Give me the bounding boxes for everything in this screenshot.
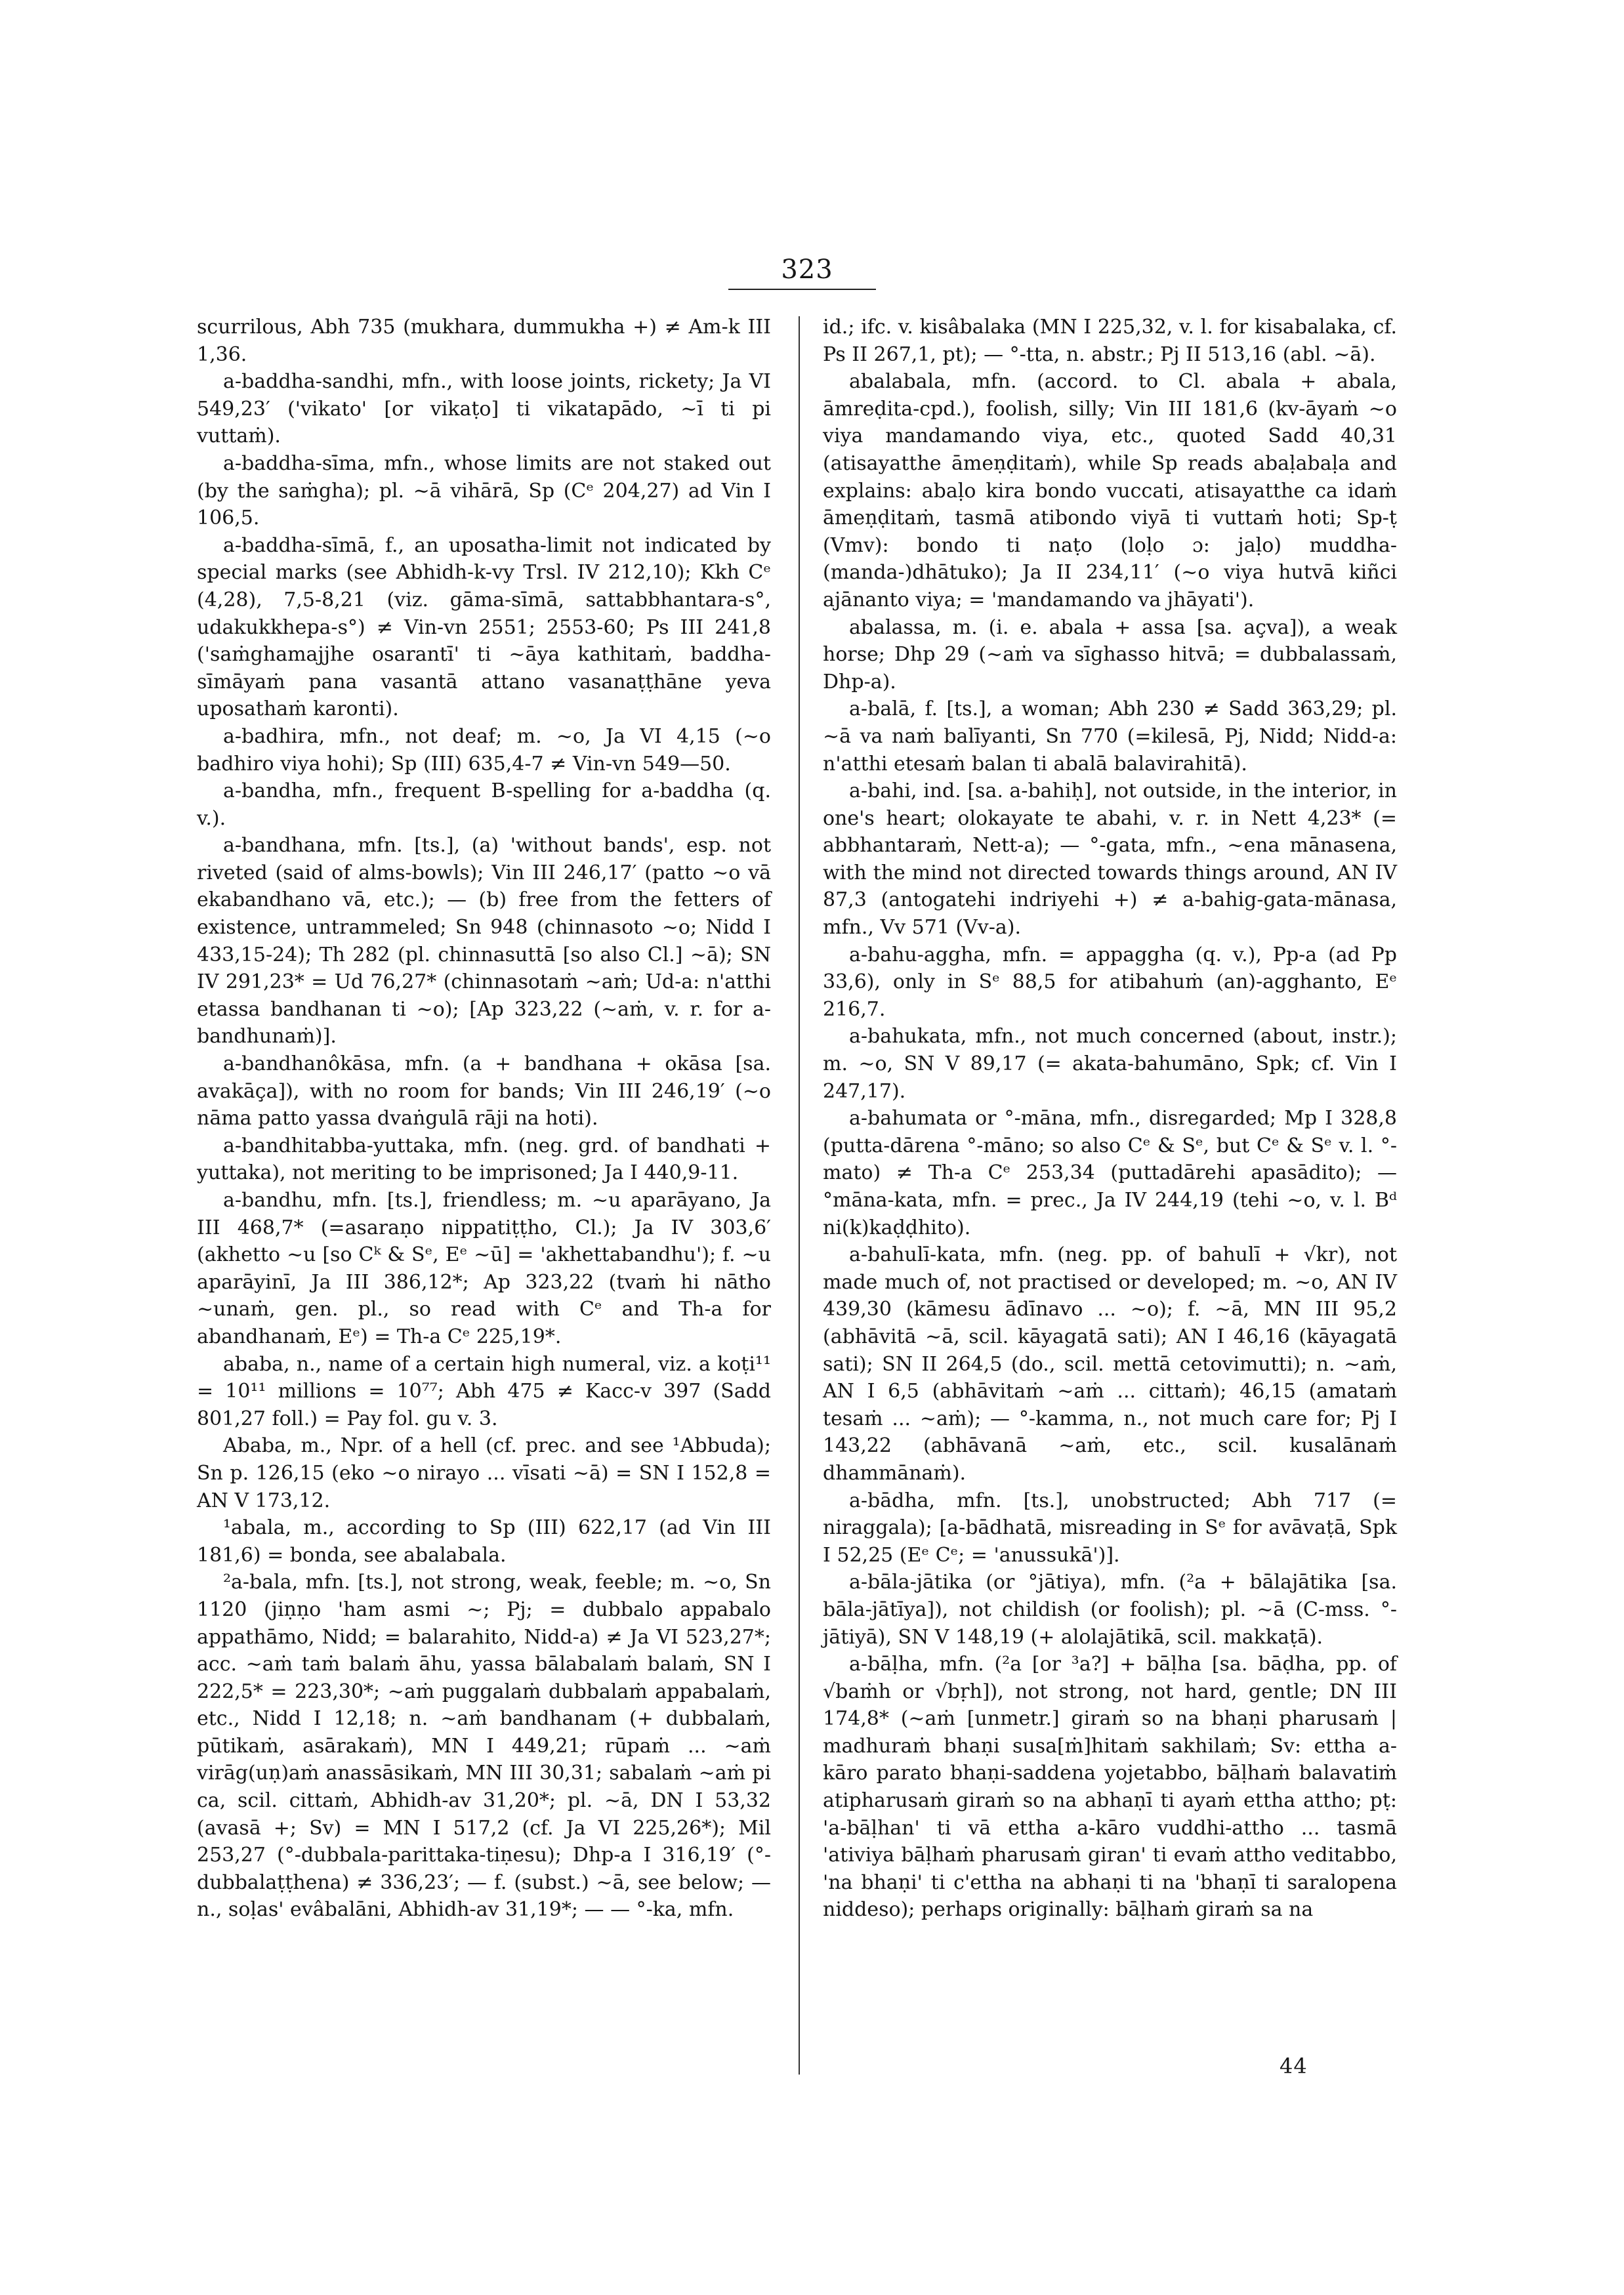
dictionary-entry: abalassa, m. (i. e. abala + assa [sa. açva]), a weak horse; Dhp 29 (~aṁ va sīghasso hitvā; = dubbalassaṁ, Dhp-a).: [823, 615, 1397, 693]
dictionary-entry: a-bahulī-kata, mfn. (neg. pp. of bahulī + √kr), not made much of, not practised or developed; m. ~o, AN IV 439,30 (kāmesu ādīnavo ... ~o); f. ~ā, MN III 95,2 (abhāvitā ~ā, scil. kāyagatā sati); AN I 46,16 (kāyagatā sati); SN II 264,5 (do., scil. mettā cetovimutti); n. ~aṁ, AN I 6,5 (abhāvitaṁ ~aṁ ... cittaṁ); 46,15 (amataṁ tesaṁ ... ~aṁ); — °-kamma, n., not much care for; Pj I 143,22 (abhāvanā ~aṁ, etc., scil. kusalānaṁ dhammānaṁ).: [823, 1243, 1397, 1485]
dictionary-entry: a-bandhana, mfn. [ts.], (a) 'without bands', esp. not riveted (said of alms-bowls); Vin III 246,17′ (patto ~o vā ekabandhano vā, etc.); — (b) free from the fetters of existence, untrammeled; Sn 948 (chinnasoto ~o; Nidd I 433,15-24); Th 282 (pl. chinnasuttā [so also Cl.] ~ā); SN IV 291,23* = Ud 76,27* (chinnasotaṁ ~aṁ; Ud-a: n'atthi etassa bandhanan ti ~o); [Ap 323,22 (~aṁ, v. r. for a-bandhunaṁ)].: [197, 834, 771, 1048]
dictionary-entry: a-baddha-sīmā, f., an uposatha-limit not indicated by special marks (see Abhidh-k-vy Trsl. IV 212,10); Kkh Cᵉ (4,28), 7,5-8,21 (viz. gāma-sīmā, sattabbhantara-s°, udakukkhepa-s°) ≠ Vin-vn 2551; 2553-60; Ps III 241,8 ('saṁghamajjhe osarantī' ti ~āya kathitaṁ, baddha-sīmāyaṁ pana vasantā attano vasanaṭṭhāne yeva uposathaṁ karonti).: [197, 533, 771, 721]
entry-continuation: scurrilous, Abh 735 (mukhara, dummukha +) ≠ Am-k III 1,36.: [197, 316, 771, 366]
page-number-rule: [728, 289, 876, 290]
dictionary-entry: a-badhira, mfn., not deaf; m. ~o, Ja VI 4,15 (~o badhiro viya hohi); Sp (III) 635,4-7 ≠ Vin-vn 549—50.: [197, 724, 771, 775]
dictionary-entry: a-bahukata, mfn., not much concerned (about, instr.); m. ~o, SN V 89,17 (= akata-bahumāno, Spk; cf. Vin I 247,17).: [823, 1025, 1397, 1103]
dictionary-entry: a-balā, f. [ts.], a woman; Abh 230 ≠ Sadd 363,29; pl. ~ā va naṁ balīyanti, Sn 770 (=kilesā, Pj, Nidd; Nidd-a: n'atthi etesaṁ balan ti abalā balavirahitā).: [823, 697, 1397, 775]
signature-mark: 44: [1280, 2054, 1308, 2078]
dictionary-entry: a-bandha, mfn., frequent B-spelling for a-baddha (q. v.).: [197, 779, 771, 830]
page-number: 323: [781, 255, 833, 285]
dictionary-entry: a-bāḷha, mfn. (²a [or ³a?] + bāḷha [sa. bāḍha, pp. of √baṁh or √bṛh]), not strong, not hard, gentle; DN III 174,8* (~aṁ [unmetr.] giraṁ so na bhaṇi pharusaṁ | madhuraṁ bhaṇi susa[ṁ]hitaṁ sakhilaṁ; Sv: ettha a-kāro parato bhaṇi-saddena yojetabbo, bāḷhaṁ balavatiṁ atipharusaṁ giraṁ so na abhaṇī ti ayaṁ ettha attho; pṭ: 'a-bāḷhan' ti vā ettha a-kāro vuddhi-attho ... tasmā 'ativiya bāḷhaṁ pharusaṁ giran' ti evaṁ attho veditabbo, 'na bhaṇi' ti c'ettha na abhaṇi ti na 'bhaṇī ti saralopena niddeso); perhaps originally: bāḷhaṁ giraṁ sa na: [823, 1653, 1397, 1922]
dictionary-entry: a-bahumata or °-māna, mfn., disregarded; Mp I 328,8 (putta-dārena °-māno; so also Cᵉ & Sᵉ, but Cᵉ & Sᵉ v. l. °-mato) ≠ Th-a Cᵉ 253,34 (puttadārehi apasādito); — °māna-kata, mfn. = prec., Ja IV 244,19 (tehi ~o, v. l. Bᵈ ni(k)kaḍḍhito).: [823, 1107, 1397, 1239]
dictionary-entry: a-bandhanôkāsa, mfn. (a + bandhana + okāsa [sa. avakāça]), with no room for bands; Vin III 246,19′ (~o nāma patto yassa dvaṅgulā rāji na hoti).: [197, 1052, 771, 1130]
dictionary-entry: a-bandhu, mfn. [ts.], friendless; m. ~u aparāyano, Ja III 468,7* (=asaraṇo nippatiṭṭho, Cl.); Ja IV 303,6′ (akhetto ~u [so Cᵏ & Sᵉ, Eᵉ ~ū] = 'akhettabandhu'); f. ~u aparāyinī, Ja III 386,12*; Ap 323,22 (tvaṁ hi nātho ~unaṁ, gen. pl., so read with Cᵉ and Th-a for abandhanaṁ, Eᵉ) = Th-a Cᵉ 225,19*.: [197, 1189, 771, 1348]
dictionary-entry: a-baddha-sandhi, mfn., with loose joints, rickety; Ja VI 549,23′ ('vikato' [or vikaṭo] ti vikatapādo, ~ī ti pi vuttaṁ).: [197, 370, 771, 448]
dictionary-entry: ¹abala, m., according to Sp (III) 622,17 (ad Vin III 181,6) = bonda, see abalabala.: [197, 1516, 771, 1567]
dictionary-entry: a-bahu-aggha, mfn. = appaggha (q. v.), Pp-a (ad Pp 33,6), only in Sᵉ 88,5 for atibahuṁ (an)-agghanto, Eᵉ 216,7.: [823, 943, 1397, 1021]
dictionary-entry: a-bāla-jātika (or °jātiya), mfn. (²a + bālajātika [sa. bāla-jātīya]), not childish (or foolish); pl. ~ā (C-mss. °-jātiyā), SN V 148,19 (+ alolajātikā, scil. makkaṭā).: [823, 1571, 1397, 1649]
dictionary-entry: abalabala, mfn. (accord. to Cl. abala + abala, āmreḍita-cpd.), foolish, silly; Vin III 181,6 (kv-āyaṁ ~o viya mandamando viya, etc., quoted Sadd 40,31 (atisayatthe āmeṇḍitaṁ), while Sp reads abaḷabaḷa and explains: abaḷo kira bondo vuccati, atisayatthe ca idaṁ āmeṇḍitaṁ, tasmā atibondo viyā ti vuttaṁ hoti; Sp-ṭ (Vmv): bondo ti naṭo (loḷo ɔ: jaḷo) muddha-(manda-)dhātuko); Ja II 234,11′ (~o viya hutvā kiñci ajānanto viya; = 'mandamando va jhāyati').: [823, 370, 1397, 611]
dictionary-entry: a-bādha, mfn. [ts.], unobstructed; Abh 717 (= niraggala); [a-bādhatā, misreading in Sᵉ for avāvaṭā, Spk I 52,25 (Eᵉ Cᵉ; = 'anussukā')].: [823, 1489, 1397, 1567]
dictionary-entry: ²a-bala, mfn. [ts.], not strong, weak, feeble; m. ~o, Sn 1120 (jiṇṇo 'ham asmi ~; Pj; = dubbalo appabalo appathāmo, Nidd; = balarahito, Nidd-a) ≠ Ja VI 523,27*; acc. ~aṁ taṁ balaṁ āhu, yassa bālabalaṁ balaṁ, SN I 222,5* = 223,30*; ~aṁ puggalaṁ dubbalaṁ appabalaṁ, etc., Nidd I 12,18; n. ~aṁ bandhanam (+ dubbalaṁ, pūtikaṁ, asārakaṁ), MN I 449,21; rūpaṁ ... ~aṁ virāg(uṇ)aṁ anassāsikaṁ, MN III 30,31; sabalaṁ ~aṁ pi ca, scil. cittaṁ, Abhidh-av 31,20*; pl. ~ā, DN I 53,32 (avasā +; Sv) = MN I 517,2 (cf. Ja VI 225,26*); Mil 253,27 (°-dubbala-parittaka-tiṇesu); Dhp-a I 316,19′ (°-dubbalaṭṭhena) ≠ 336,23′; — f. (subst.) ~ā, see below; — n., soḷas' evâbalāni, Abhidh-av 31,19*; — — °-ka, mfn.: [197, 1571, 771, 1922]
left-column: [197, 314, 771, 1924]
dictionary-entry: a-bandhitabba-yuttaka, mfn. (neg. grd. of bandhati + yuttaka), not meriting to be imprisoned; Ja I 440,9-11.: [197, 1134, 771, 1185]
dictionary-entry: a-bahi, ind. [sa. a-bahiḥ], not outside, in the interior, in one's heart; olokayate te abahi, v. r. in Nett 4,23* (= abbhantaraṁ, Nett-a); — °-gata, mfn., ~ena mānasena, with the mind not directed towards things around, AN IV 87,3 (antogatehi indriyehi +) ≠ a-bahig-gata-mānasa, mfn., Vv 571 (Vv-a).: [823, 779, 1397, 940]
entry-continuation: id.; ifc. v. kisâbalaka (MN I 225,32, v. l. for kisabalaka, cf. Ps II 267,1, pt); — °-tta, n. abstr.; Pj II 513,16 (abl. ~ā).: [823, 316, 1397, 366]
dictionary-entry: a-baddha-sīma, mfn., whose limits are not staked out (by the saṁgha); pl. ~ā vihārā, Sp (Cᵉ 204,27) ad Vin I 106,5.: [197, 451, 771, 530]
dictionary-entry: Ababa, m., Npr. of a hell (cf. prec. and see ¹Abbuda); Sn p. 126,15 (eko ~o nirayo ... vīsati ~ā) = SN I 152,8 = AN V 173,12.: [197, 1434, 771, 1512]
dictionary-entry: ababa, n., name of a certain high numeral, viz. a koṭi¹¹ = 10¹¹ millions = 10⁷⁷; Abh 475 ≠ Kacc-v 397 (Sadd 801,27 foll.) = Pay fol. gu v. 3.: [197, 1352, 771, 1430]
right-column: [823, 314, 1397, 1924]
column-divider: [799, 316, 800, 2075]
